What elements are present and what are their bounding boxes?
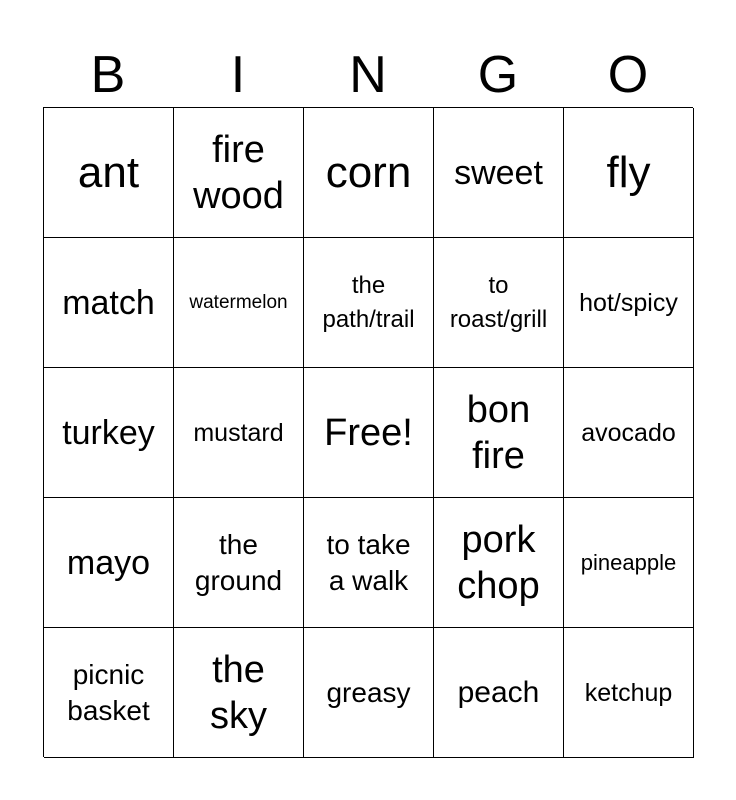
cell-text: pineapple [580,549,677,575]
bingo-cell[interactable] [304,108,434,238]
bingo-cell[interactable] [434,498,564,628]
cell-text: ant [77,147,140,197]
bingo-cell[interactable] [434,238,564,368]
header-letter-n: N [349,46,387,104]
bingo-cell[interactable] [564,238,694,368]
cell-text: avocado [581,418,676,447]
bingo-cell[interactable] [434,108,564,238]
header-letter-i: I [230,46,246,104]
bingo-cell[interactable] [44,628,174,758]
bingo-cell[interactable] [304,368,434,498]
cell-text: mayo [66,543,151,582]
cell-text: pork chop [457,518,540,607]
bingo-cell[interactable] [304,628,434,758]
cell-text: the sky [210,648,267,737]
cell-text: ketchup [584,678,673,707]
cell-text: turkey [62,413,155,452]
cell-text: the ground [194,528,283,596]
header-letter-o: O [607,46,649,104]
bingo-cell[interactable] [564,368,694,498]
bingo-cell[interactable] [564,498,694,628]
cell-text: fire wood [193,128,284,217]
bingo-cell[interactable] [434,368,564,498]
bingo-cell[interactable] [564,628,694,758]
header-letter-g: G [477,46,519,104]
bingo-cell[interactable] [44,498,174,628]
bingo-board [43,107,693,757]
cell-text: greasy [326,676,411,708]
cell-text: hot/spicy [579,288,678,317]
bingo-cell[interactable] [44,368,174,498]
bingo-cell[interactable] [44,238,174,368]
cell-text: watermelon [189,291,288,313]
bingo-cell[interactable] [174,238,304,368]
cell-text: mustard [193,418,284,447]
bingo-header [43,42,693,108]
cell-text: bon fire [466,388,531,477]
bingo-cell[interactable] [174,108,304,238]
cell-text: picnic basket [67,658,150,726]
cell-text: to take a walk [326,528,411,596]
bingo-cell[interactable] [564,108,694,238]
bingo-cell[interactable] [174,628,304,758]
cell-text: sweet [454,153,543,192]
cell-text: Free! [324,411,413,454]
bingo-cell[interactable] [304,238,434,368]
cell-text: fly [606,147,651,197]
bingo-cell[interactable] [174,498,304,628]
cell-text: match [62,283,155,322]
header-letter-b: B [90,46,126,104]
cell-text: corn [325,147,412,197]
bingo-cell[interactable] [304,498,434,628]
bingo-cell[interactable] [44,108,174,238]
cell-text: peach [457,675,540,709]
cell-text: the path/trail [322,271,415,333]
bingo-cell[interactable] [174,368,304,498]
bingo-cell[interactable] [434,628,564,758]
cell-text: to roast/grill [449,271,548,333]
